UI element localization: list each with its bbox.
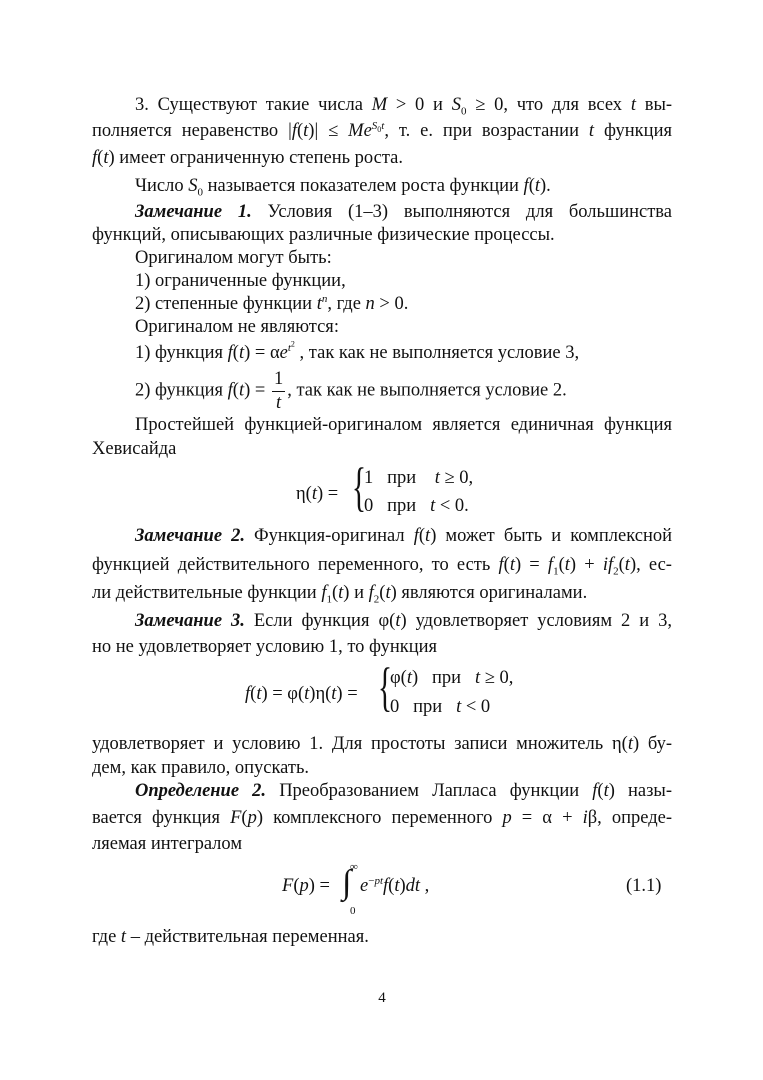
equation-number: (1.1) bbox=[626, 876, 662, 896]
text-line: 2) функция f(t) = $\frac{1}{t}$ , так как не выполняется условие 2. bbox=[135, 369, 567, 413]
text-line: f(t) имеет ограниченную степень роста. bbox=[92, 148, 404, 168]
text-line: где t – действительная переменная. bbox=[92, 927, 369, 947]
text-line: Замечание 1. Условия (1–3) выполняются для большинства bbox=[135, 202, 672, 222]
text-line: дем, как правило, опускать. bbox=[92, 758, 310, 778]
text-line: 3. Существуют такие числа M > 0 и $S_0 \ge 0$, что для всех t вы- bbox=[135, 95, 673, 118]
text-line: Замечание 2. Функция-оригинал f(t) может быть и комплексной bbox=[135, 526, 672, 546]
text-line: ли действительные функции $f_1(t)$ и $f_2(t)$ являются оригиналами. bbox=[92, 583, 588, 606]
text-line: Замечание 3. Если функция φ(t) удовлетворяет условиям 2 и 3, bbox=[135, 611, 672, 631]
page-number: 4 bbox=[378, 990, 386, 1006]
text-line: Число $S_0$ называется показателем роста функции f(t). bbox=[135, 176, 551, 199]
document-page: 3. Существуют такие числа M > 0 и $S_0 \ge 0$, что для всех t вы- полняется неравенство $|f(t)| \le Me^{S_0t}$, т. е. при возрастании t функция f(t) имеет ограниченную степень роста. Число $S_0$ называется показателем роста функции f(t). Замечание 1. Условия (1–3) выполняются для большинства функций, описывающих различные физические процессы. Оригиналом могут быть: 1) ограниченные функции, 2) степенные функции $t^n$, где n > 0. Оригиналом не являются: 1) функция $f(t) = \alpha e^{t^2}$ , так как не выполняется условие 3, 2) функция f(t) = $\frac{1}{t}$ , так как не выполняется условие 2. Простейшей функцией-оригиналом является единичная функция Хевисайда η(t) = { 1 при t ≥ 0, 0 при t < 0. Замечание 2. Функция-оригинал f(t) может быть и комплексной функцией действительного переменного, то есть $f(t) = f_1(t) + if_2(t)$, ес- ли действительные функции $f_1(t)$ и $f_2(t)$ являются оригиналами. Замечание 3. Если функция φ(t) удовлетворяет условиям 2 и 3, но не удовлетворяет условию 1, то функция f(t) = φ(t)η(t) = { φ(t) при t ≥ 0, 0 при t < 0 удовлетворяет и условию 1. Для простоты записи множитель η(t) бу- дем, как правило, опускать. Определение 2. Преобразованием Лапласа функции f(t) назы- вается функция F(p) комплексного переменного p = α + iβ, опреде- ляемая интегралом F(p) = ∫ ∞ 0 $e^{-pt}f(t)dt$ , (1.1) где t – действительная переменная. 4 bbox=[92, 95, 673, 1006]
text-line: Оригиналом могут быть: bbox=[135, 248, 332, 268]
text-line: 1) ограниченные функции, bbox=[135, 271, 346, 291]
text-line: Хевисайда bbox=[92, 439, 177, 459]
text-line: Простейшей функцией-оригиналом является единичная функция bbox=[135, 415, 672, 435]
text-line: полняется неравенство $|f(t)| \le Me^{S_0t}$, т. е. при возрастании t функция bbox=[92, 119, 672, 141]
text-line: Определение 2. Преобразованием Лапласа функции f(t) назы- bbox=[135, 781, 672, 801]
text-line: 1) функция $f(t) = \alpha e^{t^2}$ , так как не выполняется условие 3, bbox=[135, 339, 580, 363]
text-line: но не удовлетворяет условию 1, то функция bbox=[92, 637, 438, 657]
text-line: вается функция F(p) комплексного переменного p = α + iβ, опреде- bbox=[92, 808, 673, 828]
text-line: функцией действительного переменного, то есть $f(t) = f_1(t) + if_2(t)$, ес- bbox=[92, 555, 672, 578]
text-line: 2) степенные функции $t^n$, где n > 0. bbox=[135, 292, 409, 314]
text-line: ляемая интегралом bbox=[92, 834, 243, 854]
text-line: удовлетворяет и условию 1. Для простоты записи множитель η(t) бу- bbox=[92, 734, 672, 754]
text-line: Оригиналом не являются: bbox=[135, 317, 339, 337]
text-line: функций, описывающих различные физические процессы. bbox=[92, 225, 555, 245]
